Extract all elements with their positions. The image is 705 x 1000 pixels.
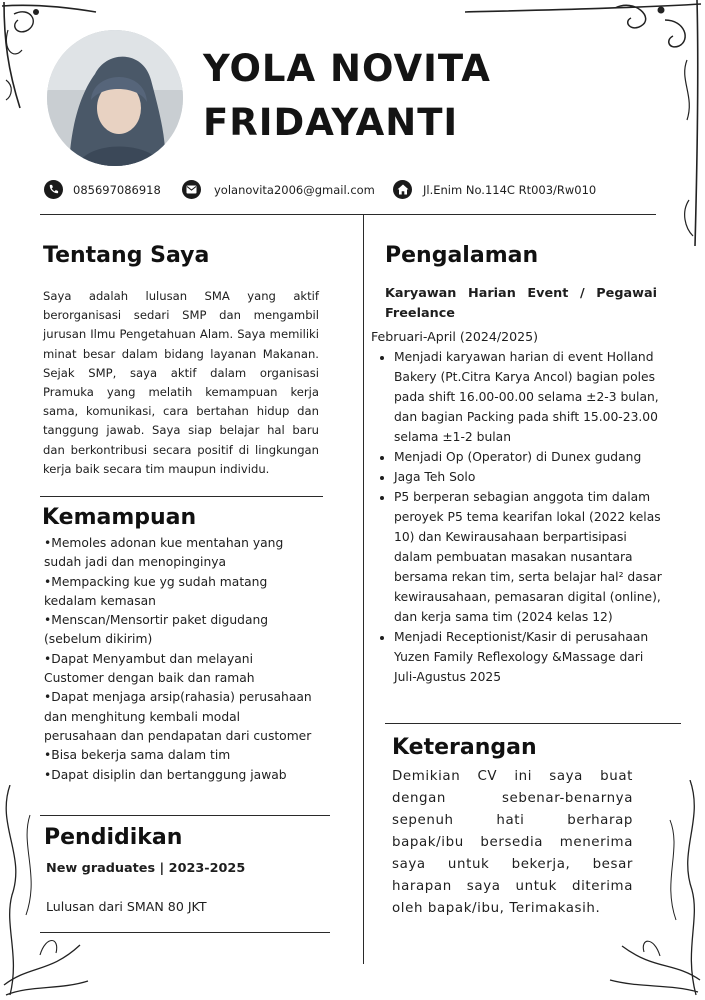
- home-icon: [393, 180, 412, 199]
- education-school: Lulusan dari SMAN 80 JKT: [46, 899, 207, 914]
- statement-text: Demikian CV ini saya buat dengan sebenar-benarnya sepenuh hati berharap bapak/ibu bersedia menerima saya untuk bekerja, besar harapan saya untuk diterima oleh bapak/ibu, Terimakasih.: [392, 769, 633, 916]
- skills-list: [44, 534, 316, 785]
- experience-list: [372, 347, 664, 687]
- education-divider: [40, 932, 330, 933]
- corner-ornament-bottom-left: [0, 785, 90, 1000]
- contact-email: [182, 180, 375, 199]
- contact-address: [393, 180, 596, 199]
- education-heading: Pendidikan: [44, 825, 183, 850]
- list-item: •Mempacking kue yg sudah matang kedalam kemasan: [44, 574, 268, 608]
- email-address: yolanovita2006@gmail.com: [214, 182, 375, 197]
- experience-period: Februari-April (2024/2025): [371, 329, 539, 344]
- about-divider: [40, 496, 323, 497]
- list-item: • P5 berperan sebagian anggota tim dalam peroyek P5 tema kearifan lokal (2022 kelas 10) dan Kewirausahaan berpartisipasi dalam pembuatan masakan nusantara bersama rekan tim, serta belajar hal² dasar kewirausahaan, pemasaran digital (online), dan kerja sama tim (2024 kelas 12): [394, 487, 664, 627]
- skills-heading: Kemampuan: [42, 505, 197, 530]
- experience-role: Karyawan Harian Event / Pegawai Freelance: [385, 286, 657, 321]
- phone-icon: [44, 180, 63, 199]
- header-divider: [40, 214, 656, 215]
- list-item: • Menjadi karyawan harian di event Holland Bakery (Pt.Citra Karya Ancol) bagian poles pada shift 16.00-00.00 selama ±2-3 bulan, dan bagian Packing pada shift 15.00-23.00 selama ±1-2 bulan: [394, 347, 664, 447]
- corner-ornament-top-right: [465, 0, 705, 250]
- about-heading: Tentang Saya: [43, 243, 210, 268]
- list-item: •Menscan/Mensortir paket digudang (sebelum dikirim): [44, 613, 269, 647]
- phone-number: 085697086918: [73, 182, 161, 197]
- skills-divider: [40, 815, 330, 816]
- list-item: •Dapat disiplin dan bertanggung jawab: [44, 767, 287, 782]
- mail-icon: [182, 180, 201, 199]
- experience-heading: Pengalaman: [385, 243, 539, 268]
- column-divider: [363, 214, 364, 964]
- profile-photo: [47, 30, 183, 166]
- list-item: •Dapat Menyambut dan melayani Customer dengan baik dan ramah: [44, 651, 255, 686]
- statement-heading: Keterangan: [392, 735, 537, 760]
- list-item: •Bisa bekerja sama dalam tim: [44, 748, 231, 763]
- candidate-name: YOLA NOVITA FRIDAYANTI: [203, 47, 491, 144]
- about-text: Saya adalah lulusan SMA yang aktif berorganisasi sedari SMP dan mengambil jurusan Ilmu Pengetahuan Alam. Saya memiliki minat besar dalam bidang layanan Makanan. Sejak SMP, saya aktif dalam organisasi Pramuka yang melatih kemampuan kerja sama, komunikasi, cara bertahan hidup dan tanggung jawab. Saya siap belajar hal baru dan berkontribusi secara positif di lingkungan kerja baik secara tim maupun individu.: [43, 289, 319, 476]
- street-address: Jl.Enim No.114C Rt003/Rw010: [423, 182, 597, 197]
- list-item: • Jaga Teh Solo: [394, 467, 664, 487]
- list-item: • Menjadi Op (Operator) di Dunex gudang: [394, 447, 664, 467]
- experience-divider: [385, 723, 681, 724]
- education-period: New graduates | 2023-2025: [46, 861, 246, 876]
- list-item: •Memoles adonan kue mentahan yang sudah jadi dan menopinginya: [44, 536, 284, 570]
- list-item: • Menjadi Receptionist/Kasir di perusahaan Yuzen Family Reflexology &Massage dari Juli-Agustus 2025: [394, 627, 664, 687]
- contact-row: [44, 180, 665, 202]
- list-item: •Dapat menjaga arsip(rahasia) perusahaan dan menghitung kembali modal perusahaan dan pendapatan dari customer: [44, 690, 312, 743]
- contact-phone: [44, 180, 161, 199]
